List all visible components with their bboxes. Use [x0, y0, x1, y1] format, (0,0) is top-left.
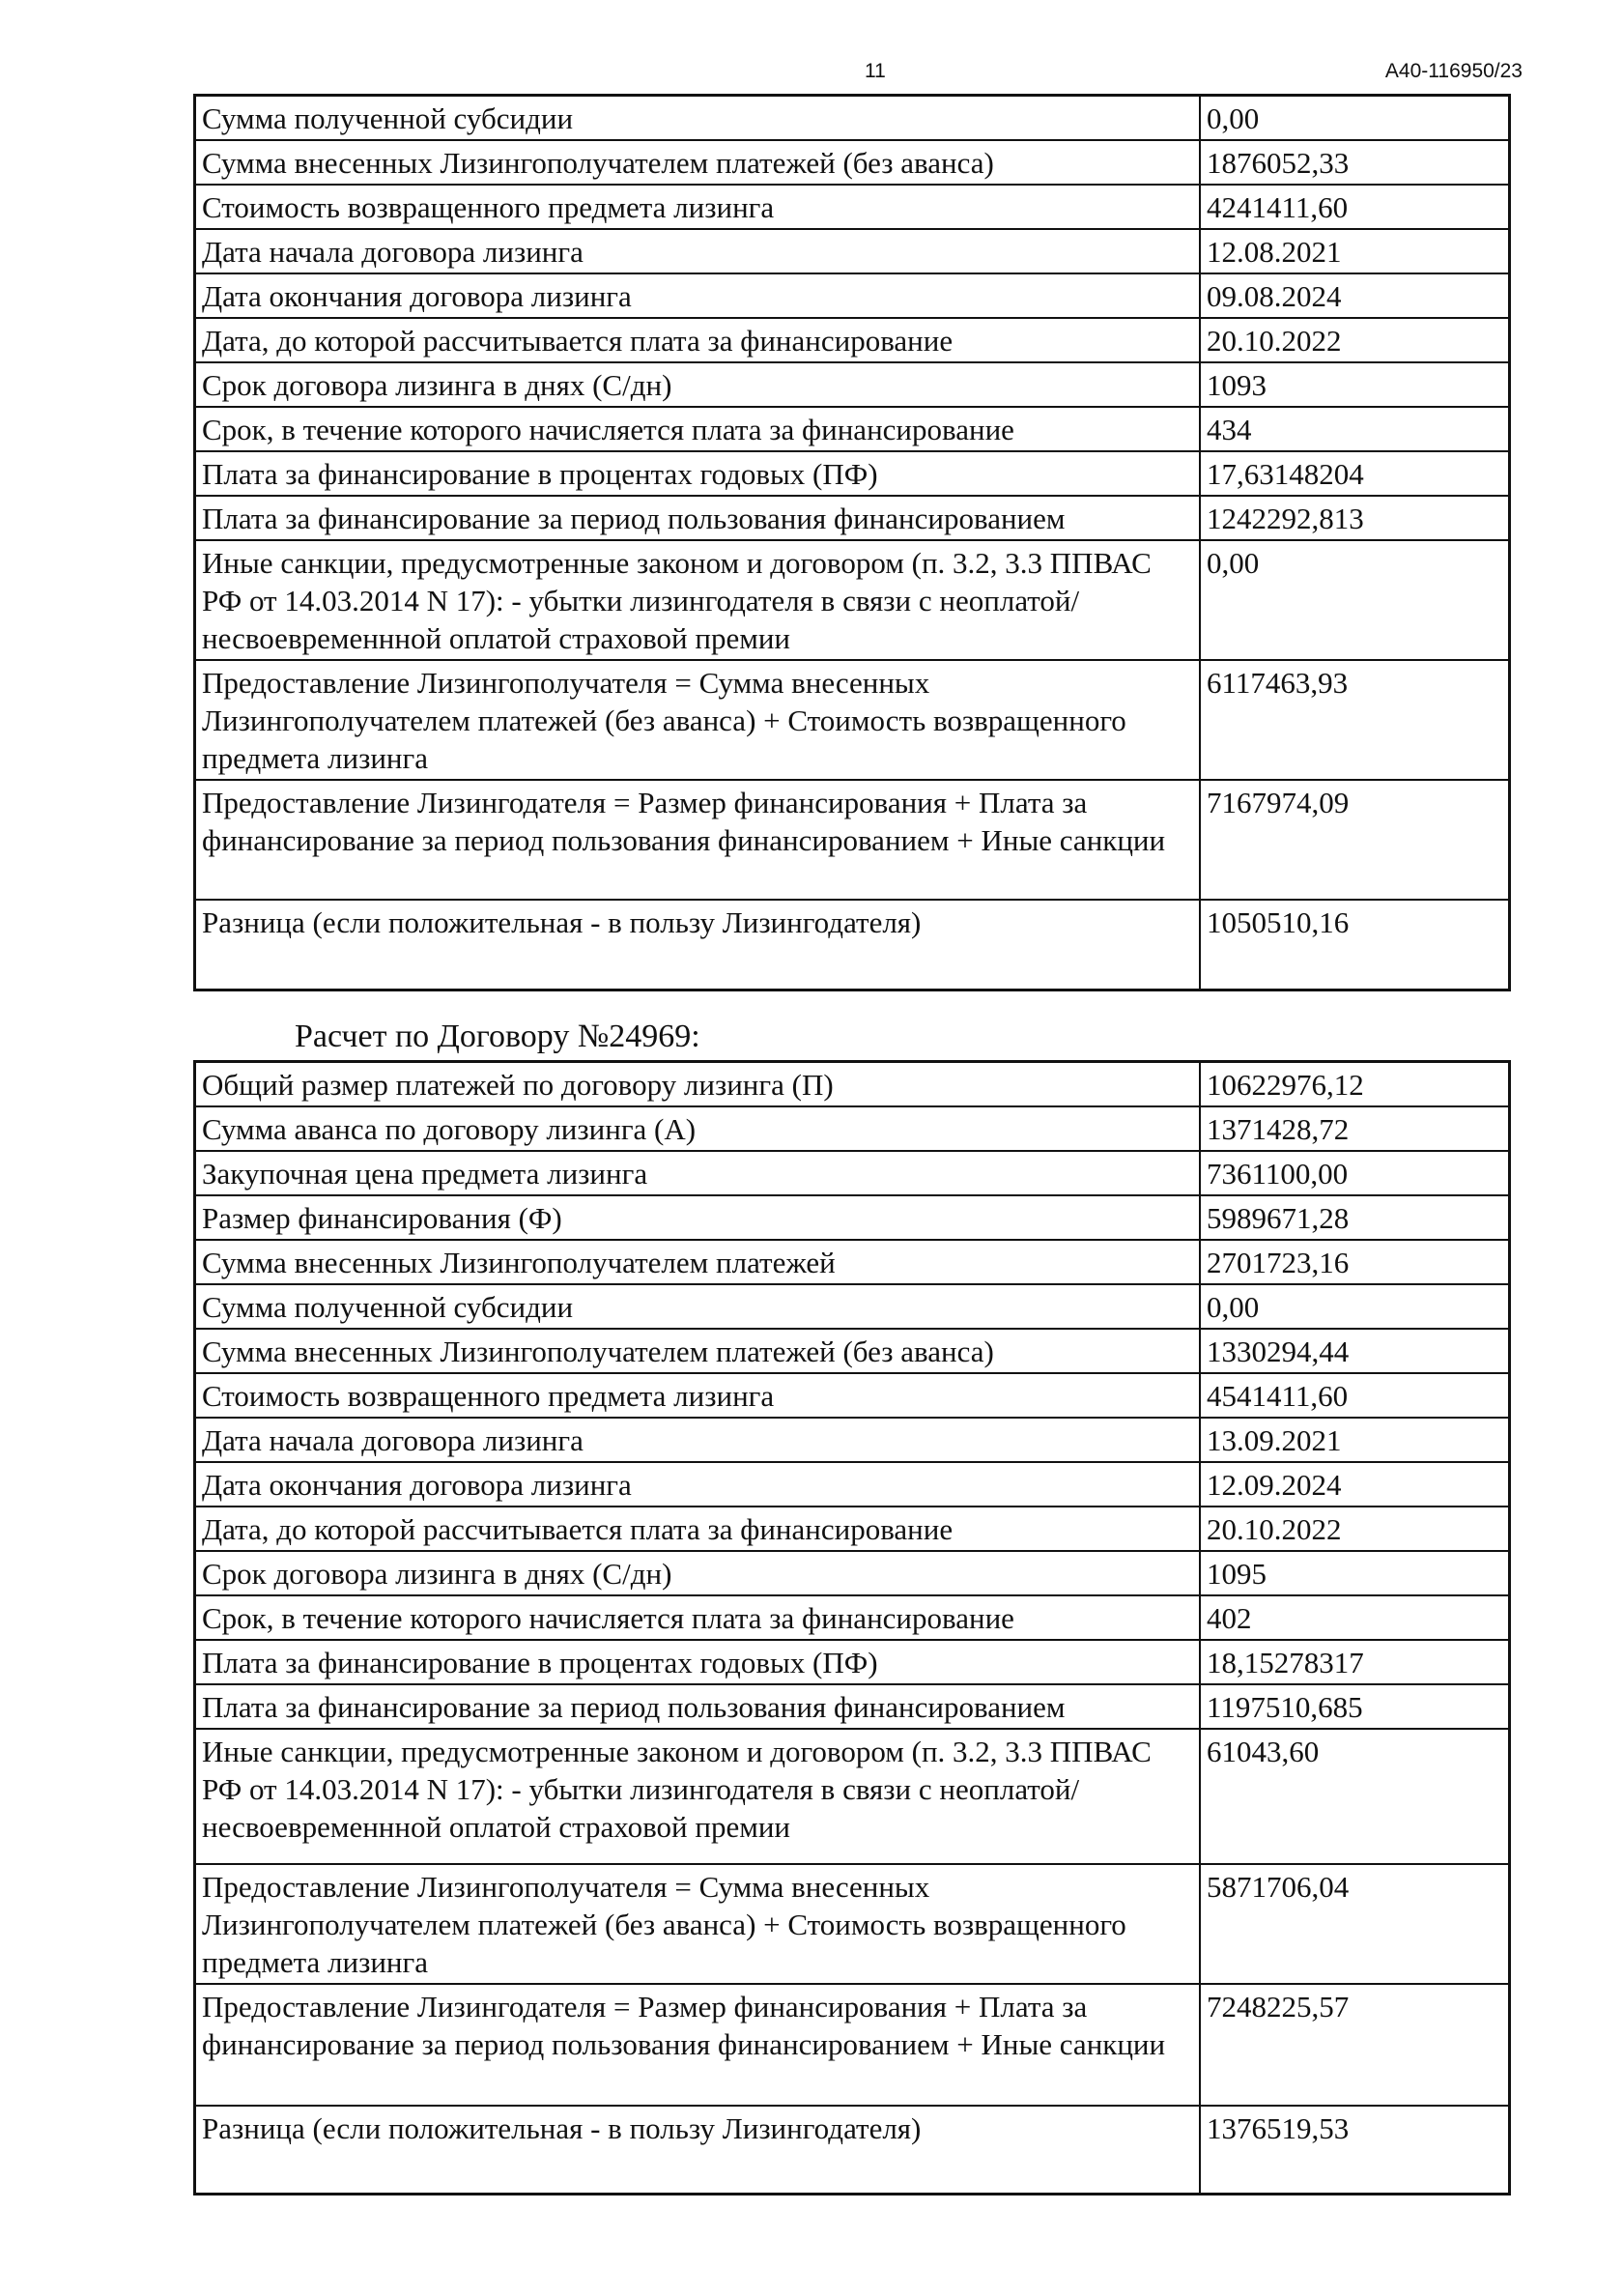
table-row — [195, 1106, 1510, 1151]
row-value: 0,00 — [1200, 1284, 1510, 1329]
row-label: Дата окончания договора лизинга — [195, 273, 1201, 318]
row-value: 13.09.2021 — [1200, 1418, 1510, 1462]
table-row — [195, 96, 1510, 141]
row-label: Сумма внесенных Лизингополучателем платежей (без аванса) — [195, 140, 1201, 185]
row-label: Сумма аванса по договору лизинга (А) — [195, 1106, 1201, 1151]
row-label: Закупочная цена предмета лизинга — [195, 1151, 1201, 1195]
row-value: 20.10.2022 — [1200, 318, 1510, 362]
table-row — [195, 1684, 1510, 1729]
row-value: 61043,60 — [1200, 1729, 1510, 1864]
row-label: Предоставление Лизингополучателя = Сумма внесенных Лизингополучателем платежей (без аванса) + Стоимость возвращенного предмета лизинга — [195, 1864, 1201, 1984]
table-row — [195, 496, 1510, 540]
row-value: 17,63148204 — [1200, 451, 1510, 496]
row-value: 2701723,16 — [1200, 1240, 1510, 1284]
table-row — [195, 1240, 1510, 1284]
table-row — [195, 540, 1510, 660]
row-value: 4241411,60 — [1200, 185, 1510, 229]
row-value: 7361100,00 — [1200, 1151, 1510, 1195]
row-label: Плата за финансирование за период пользования финансированием — [195, 1684, 1201, 1729]
table-row — [195, 1595, 1510, 1640]
row-value: 1197510,685 — [1200, 1684, 1510, 1729]
row-label: Дата окончания договора лизинга — [195, 1462, 1201, 1507]
row-label: Сумма полученной субсидии — [195, 1284, 1201, 1329]
row-value: 0,00 — [1200, 96, 1510, 141]
row-label: Дата начала договора лизинга — [195, 229, 1201, 273]
row-label: Плата за финансирование за период пользования финансированием — [195, 496, 1201, 540]
row-label: Предоставление Лизингодателя = Размер финансирования + Плата за финансирование за период пользования финансированием + Иные санкции — [195, 780, 1201, 900]
table-row — [195, 273, 1510, 318]
row-value: 5989671,28 — [1200, 1195, 1510, 1240]
table-row — [195, 1640, 1510, 1684]
table-row — [195, 318, 1510, 362]
row-value: 1376519,53 — [1200, 2106, 1510, 2194]
row-value: 434 — [1200, 407, 1510, 451]
row-label: Иные санкции, предусмотренные законом и договором (п. 3.2, 3.3 ППВАС РФ от 14.03.2014 N 17): - убытки лизингодателя в связи с неоплатой/несвоевременнной оплатой страховой премии — [195, 540, 1201, 660]
table-row — [195, 407, 1510, 451]
row-value: 7167974,09 — [1200, 780, 1510, 900]
table-row — [195, 1864, 1510, 1984]
row-label: Дата, до которой рассчитывается плата за финансирование — [195, 318, 1201, 362]
row-label: Срок, в течение которого начисляется плата за финансирование — [195, 407, 1201, 451]
row-label: Предоставление Лизингополучателя = Сумма внесенных Лизингополучателем платежей (без аванса) + Стоимость возвращенного предмета лизинга — [195, 660, 1201, 780]
table-row — [195, 229, 1510, 273]
table-row — [195, 1418, 1510, 1462]
row-label: Разница (если положительная - в пользу Лизингодателя) — [195, 2106, 1201, 2194]
row-value: 12.08.2021 — [1200, 229, 1510, 273]
row-label: Плата за финансирование в процентах годовых (ПФ) — [195, 1640, 1201, 1684]
table-row — [195, 1151, 1510, 1195]
row-value: 1242292,813 — [1200, 496, 1510, 540]
row-value: 402 — [1200, 1595, 1510, 1640]
row-value: 1876052,33 — [1200, 140, 1510, 185]
row-label: Размер финансирования (Ф) — [195, 1195, 1201, 1240]
row-label: Стоимость возвращенного предмета лизинга — [195, 1373, 1201, 1418]
row-label: Стоимость возвращенного предмета лизинга — [195, 185, 1201, 229]
table-row — [195, 1284, 1510, 1329]
table-row — [195, 1984, 1510, 2106]
section-title: Расчет по Договору №24969: — [295, 1019, 700, 1054]
row-label: Общий размер платежей по договору лизинга (П) — [195, 1062, 1201, 1107]
calculation-table-2 — [193, 1060, 1511, 2196]
row-value: 18,15278317 — [1200, 1640, 1510, 1684]
table-row — [195, 1329, 1510, 1373]
row-value: 1050510,16 — [1200, 900, 1510, 990]
table-row — [195, 1462, 1510, 1507]
row-value: 1371428,72 — [1200, 1106, 1510, 1151]
row-label: Иные санкции, предусмотренные законом и договором (п. 3.2, 3.3 ППВАС РФ от 14.03.2014 N 17): - убытки лизингодателя в связи с неоплатой/несвоевременнной оплатой страховой премии — [195, 1729, 1201, 1864]
row-label: Сумма полученной субсидии — [195, 96, 1201, 141]
table-row — [195, 1729, 1510, 1864]
table-row — [195, 1373, 1510, 1418]
row-value: 10622976,12 — [1200, 1062, 1510, 1107]
row-label: Дата, до которой рассчитывается плата за финансирование — [195, 1507, 1201, 1551]
row-value: 6117463,93 — [1200, 660, 1510, 780]
row-value: 7248225,57 — [1200, 1984, 1510, 2106]
row-label: Плата за финансирование в процентах годовых (ПФ) — [195, 451, 1201, 496]
calculation-table-1 — [193, 94, 1511, 991]
row-label: Срок, в течение которого начисляется плата за финансирование — [195, 1595, 1201, 1640]
row-label: Сумма внесенных Лизингополучателем платежей — [195, 1240, 1201, 1284]
table-row — [195, 900, 1510, 990]
table-row — [195, 451, 1510, 496]
row-value: 1095 — [1200, 1551, 1510, 1595]
table-row — [195, 660, 1510, 780]
table-row — [195, 2106, 1510, 2194]
table-row — [195, 140, 1510, 185]
row-label: Срок договора лизинга в днях (С/дн) — [195, 362, 1201, 407]
page-number: 11 — [865, 60, 886, 82]
table-row — [195, 780, 1510, 900]
row-value: 20.10.2022 — [1200, 1507, 1510, 1551]
row-label: Сумма внесенных Лизингополучателем платежей (без аванса) — [195, 1329, 1201, 1373]
table-row — [195, 185, 1510, 229]
row-label: Предоставление Лизингодателя = Размер финансирования + Плата за финансирование за период пользования финансированием + Иные санкции — [195, 1984, 1201, 2106]
table-row — [195, 1551, 1510, 1595]
row-value: 12.09.2024 — [1200, 1462, 1510, 1507]
row-value: 4541411,60 — [1200, 1373, 1510, 1418]
row-label: Дата начала договора лизинга — [195, 1418, 1201, 1462]
case-number: А40-116950/23 — [1384, 60, 1523, 82]
table-row — [195, 1507, 1510, 1551]
row-value: 0,00 — [1200, 540, 1510, 660]
row-label: Разница (если положительная - в пользу Лизингодателя) — [195, 900, 1201, 990]
row-value: 5871706,04 — [1200, 1864, 1510, 1984]
row-value: 1330294,44 — [1200, 1329, 1510, 1373]
table-row — [195, 1195, 1510, 1240]
table-row — [195, 362, 1510, 407]
table-row — [195, 1062, 1510, 1107]
row-value: 09.08.2024 — [1200, 273, 1510, 318]
row-label: Срок договора лизинга в днях (С/дн) — [195, 1551, 1201, 1595]
row-value: 1093 — [1200, 362, 1510, 407]
